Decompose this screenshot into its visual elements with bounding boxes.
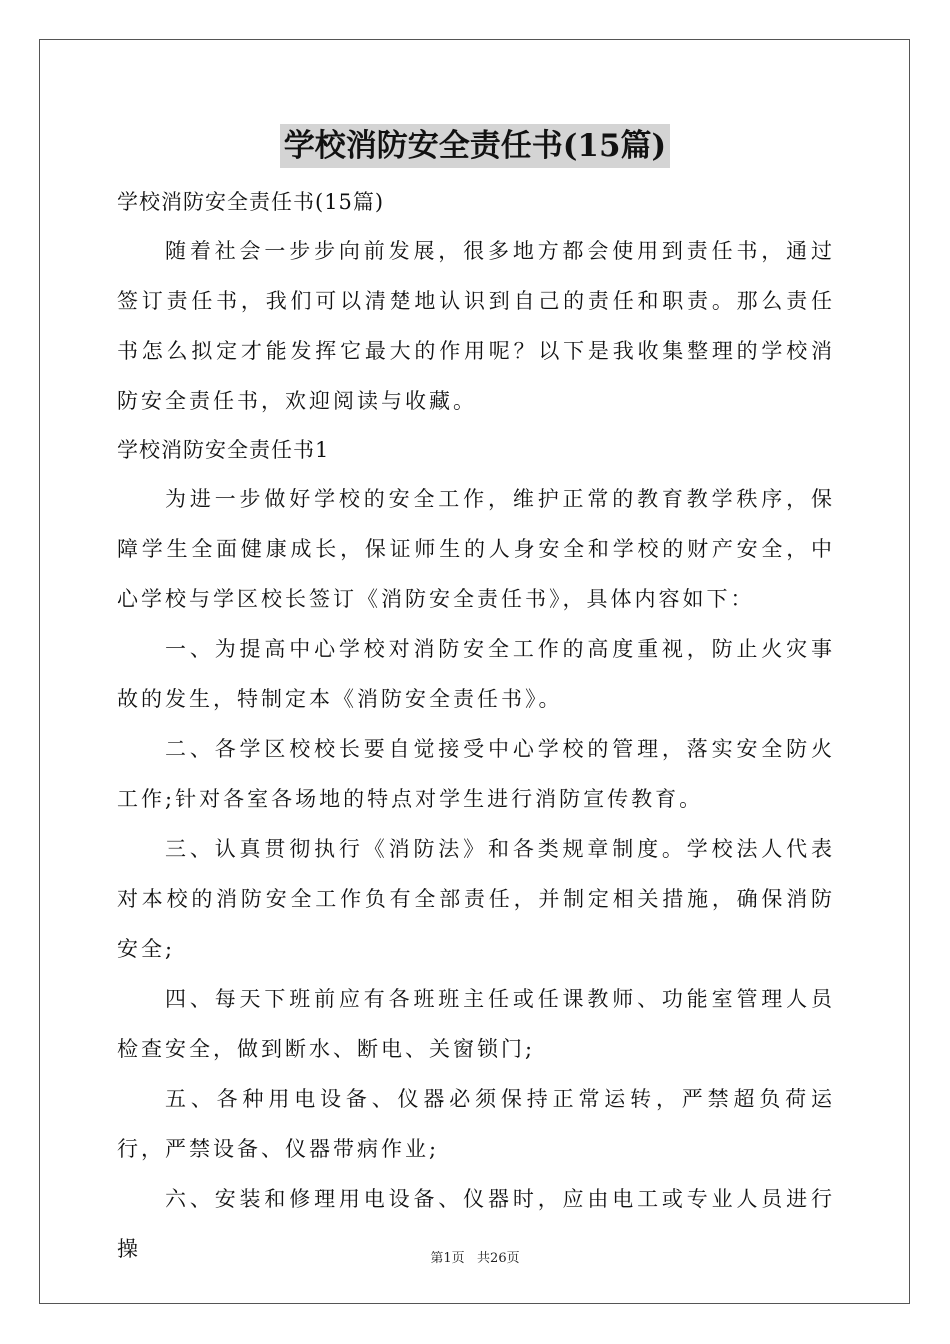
title-container (0, 124, 950, 168)
page-footer (0, 1247, 950, 1266)
section-heading: 学校消防安全责任书1 (117, 438, 330, 462)
body-paragraph: 四、每天下班前应有各班班主任或任课教师、功能室管理人员检查安全，做到断水、断电、关窗锁门; (117, 987, 835, 1061)
body-paragraph: 为进一步做好学校的安全工作，维护正常的教育教学秩序，保障学生全面健康成长，保证师生的人身安全和学校的财产安全，中心学校与学区校长签订《消防安全责任书》，具体内容如下： (117, 487, 835, 611)
body-paragraph: 一、为提高中心学校对消防安全工作的高度重视，防止火灾事故的发生，特制定本《消防安全责任书》。 (117, 637, 835, 711)
body-paragraph: 六、安装和修理用电设备、仪器时，应由电工或专业人员进行操 (117, 1187, 835, 1261)
body-paragraph: 二、各学区校校长要自觉接受中心学校的管理，落实安全防火工作;针对各室各场地的特点对学生进行消防宣传教育。 (117, 737, 835, 811)
body-paragraph: 三、认真贯彻执行《消防法》和各类规章制度。学校法人代表对本校的消防安全工作负有全部责任，并制定相关措施，确保消防安全; (117, 837, 835, 961)
page-number: 第1页 共26页 (430, 1251, 520, 1266)
document-subtitle: 学校消防安全责任书(15篇) (117, 190, 385, 214)
intro-paragraph: 随着社会一步步向前发展，很多地方都会使用到责任书，通过签订责任书，我们可以清楚地认识到自己的责任和职责。那么责任书怎么拟定才能发挥它最大的作用呢？以下是我收集整理的学校消防安全责任书，欢迎阅读与收藏。 (117, 239, 835, 413)
document-body (117, 178, 835, 1274)
body-paragraph: 五、各种用电设备、仪器必须保持正常运转，严禁超负荷运行，严禁设备、仪器带病作业; (117, 1087, 835, 1161)
document-title: 学校消防安全责任书(15篇) (280, 124, 670, 168)
